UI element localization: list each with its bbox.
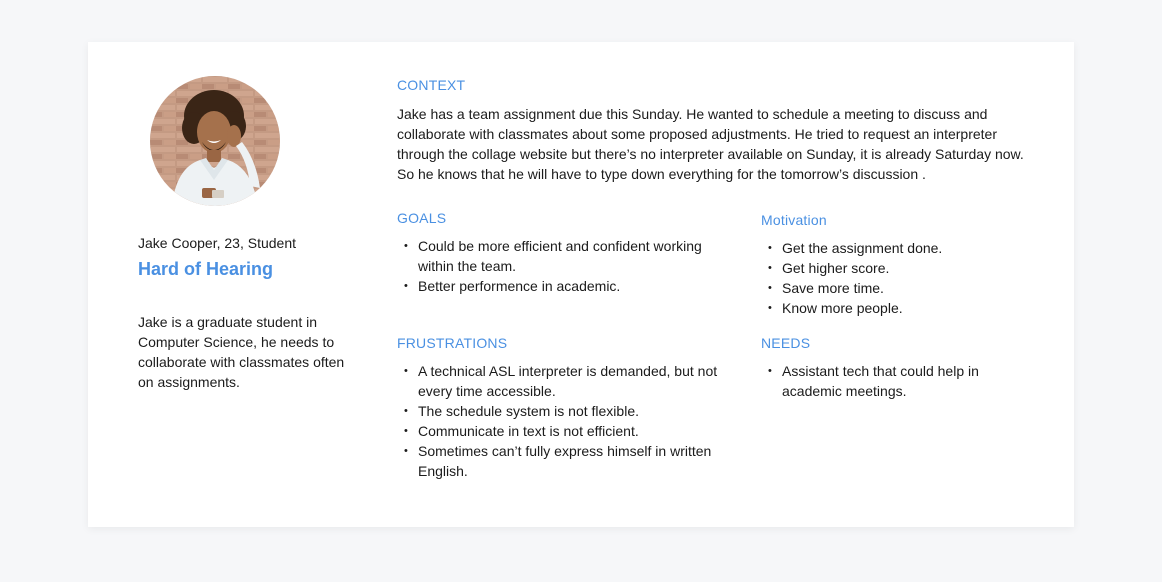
motivation-title: Motivation (761, 212, 827, 228)
context-title: CONTEXT (397, 77, 466, 93)
frustrations-list (397, 361, 727, 481)
persona-name: Jake Cooper, 23, Student (138, 235, 296, 251)
motivation-list (761, 238, 1041, 318)
motivation-item: • Get higher score. (761, 258, 1041, 278)
persona-card (88, 42, 1074, 527)
motivation-item: • Save more time. (761, 278, 1041, 298)
goals-item: • Better performence in academic. (397, 276, 717, 296)
goals-title: GOALS (397, 210, 447, 226)
persona-condition: Hard of Hearing (138, 259, 274, 279)
motivation-item: • Get the assignment done. (761, 238, 1041, 258)
goals-item: • Could be more efficient and confident working within the team. (397, 236, 717, 276)
motivation-item: • Know more people. (761, 298, 1041, 318)
frustrations-item: • Sometimes can’t fully express himself in written English. (397, 441, 727, 481)
persona-bio: Jake is a graduate student in Computer Science, he needs to collaborate with classmates often on assignments. (138, 314, 345, 390)
frustrations-item: • Communicate in text is not efficient. (397, 421, 727, 441)
needs-list (761, 361, 1001, 401)
avatar-image (150, 76, 280, 206)
context-text: Jake has a team assignment due this Sunday. He wanted to schedule a meeting to discuss and collaborate with classmates about some proposed adjustments. He tried to request an interpreter through the collage website but there’s no interpreter available on Sunday, it is already Saturday now. So he knows that he will have to type down everything for the tomorrow’s discussion . (397, 106, 1024, 182)
frustrations-title: FRUSTRATIONS (397, 335, 508, 351)
needs-title: NEEDS (761, 335, 811, 351)
frustrations-item: • A technical ASL interpreter is demanded, but not every time accessible. (397, 361, 727, 401)
needs-item: • Assistant tech that could help in academic meetings. (761, 361, 1001, 401)
frustrations-item: • The schedule system is not flexible. (397, 401, 727, 421)
persona-avatar (150, 76, 280, 206)
goals-list (397, 236, 717, 296)
